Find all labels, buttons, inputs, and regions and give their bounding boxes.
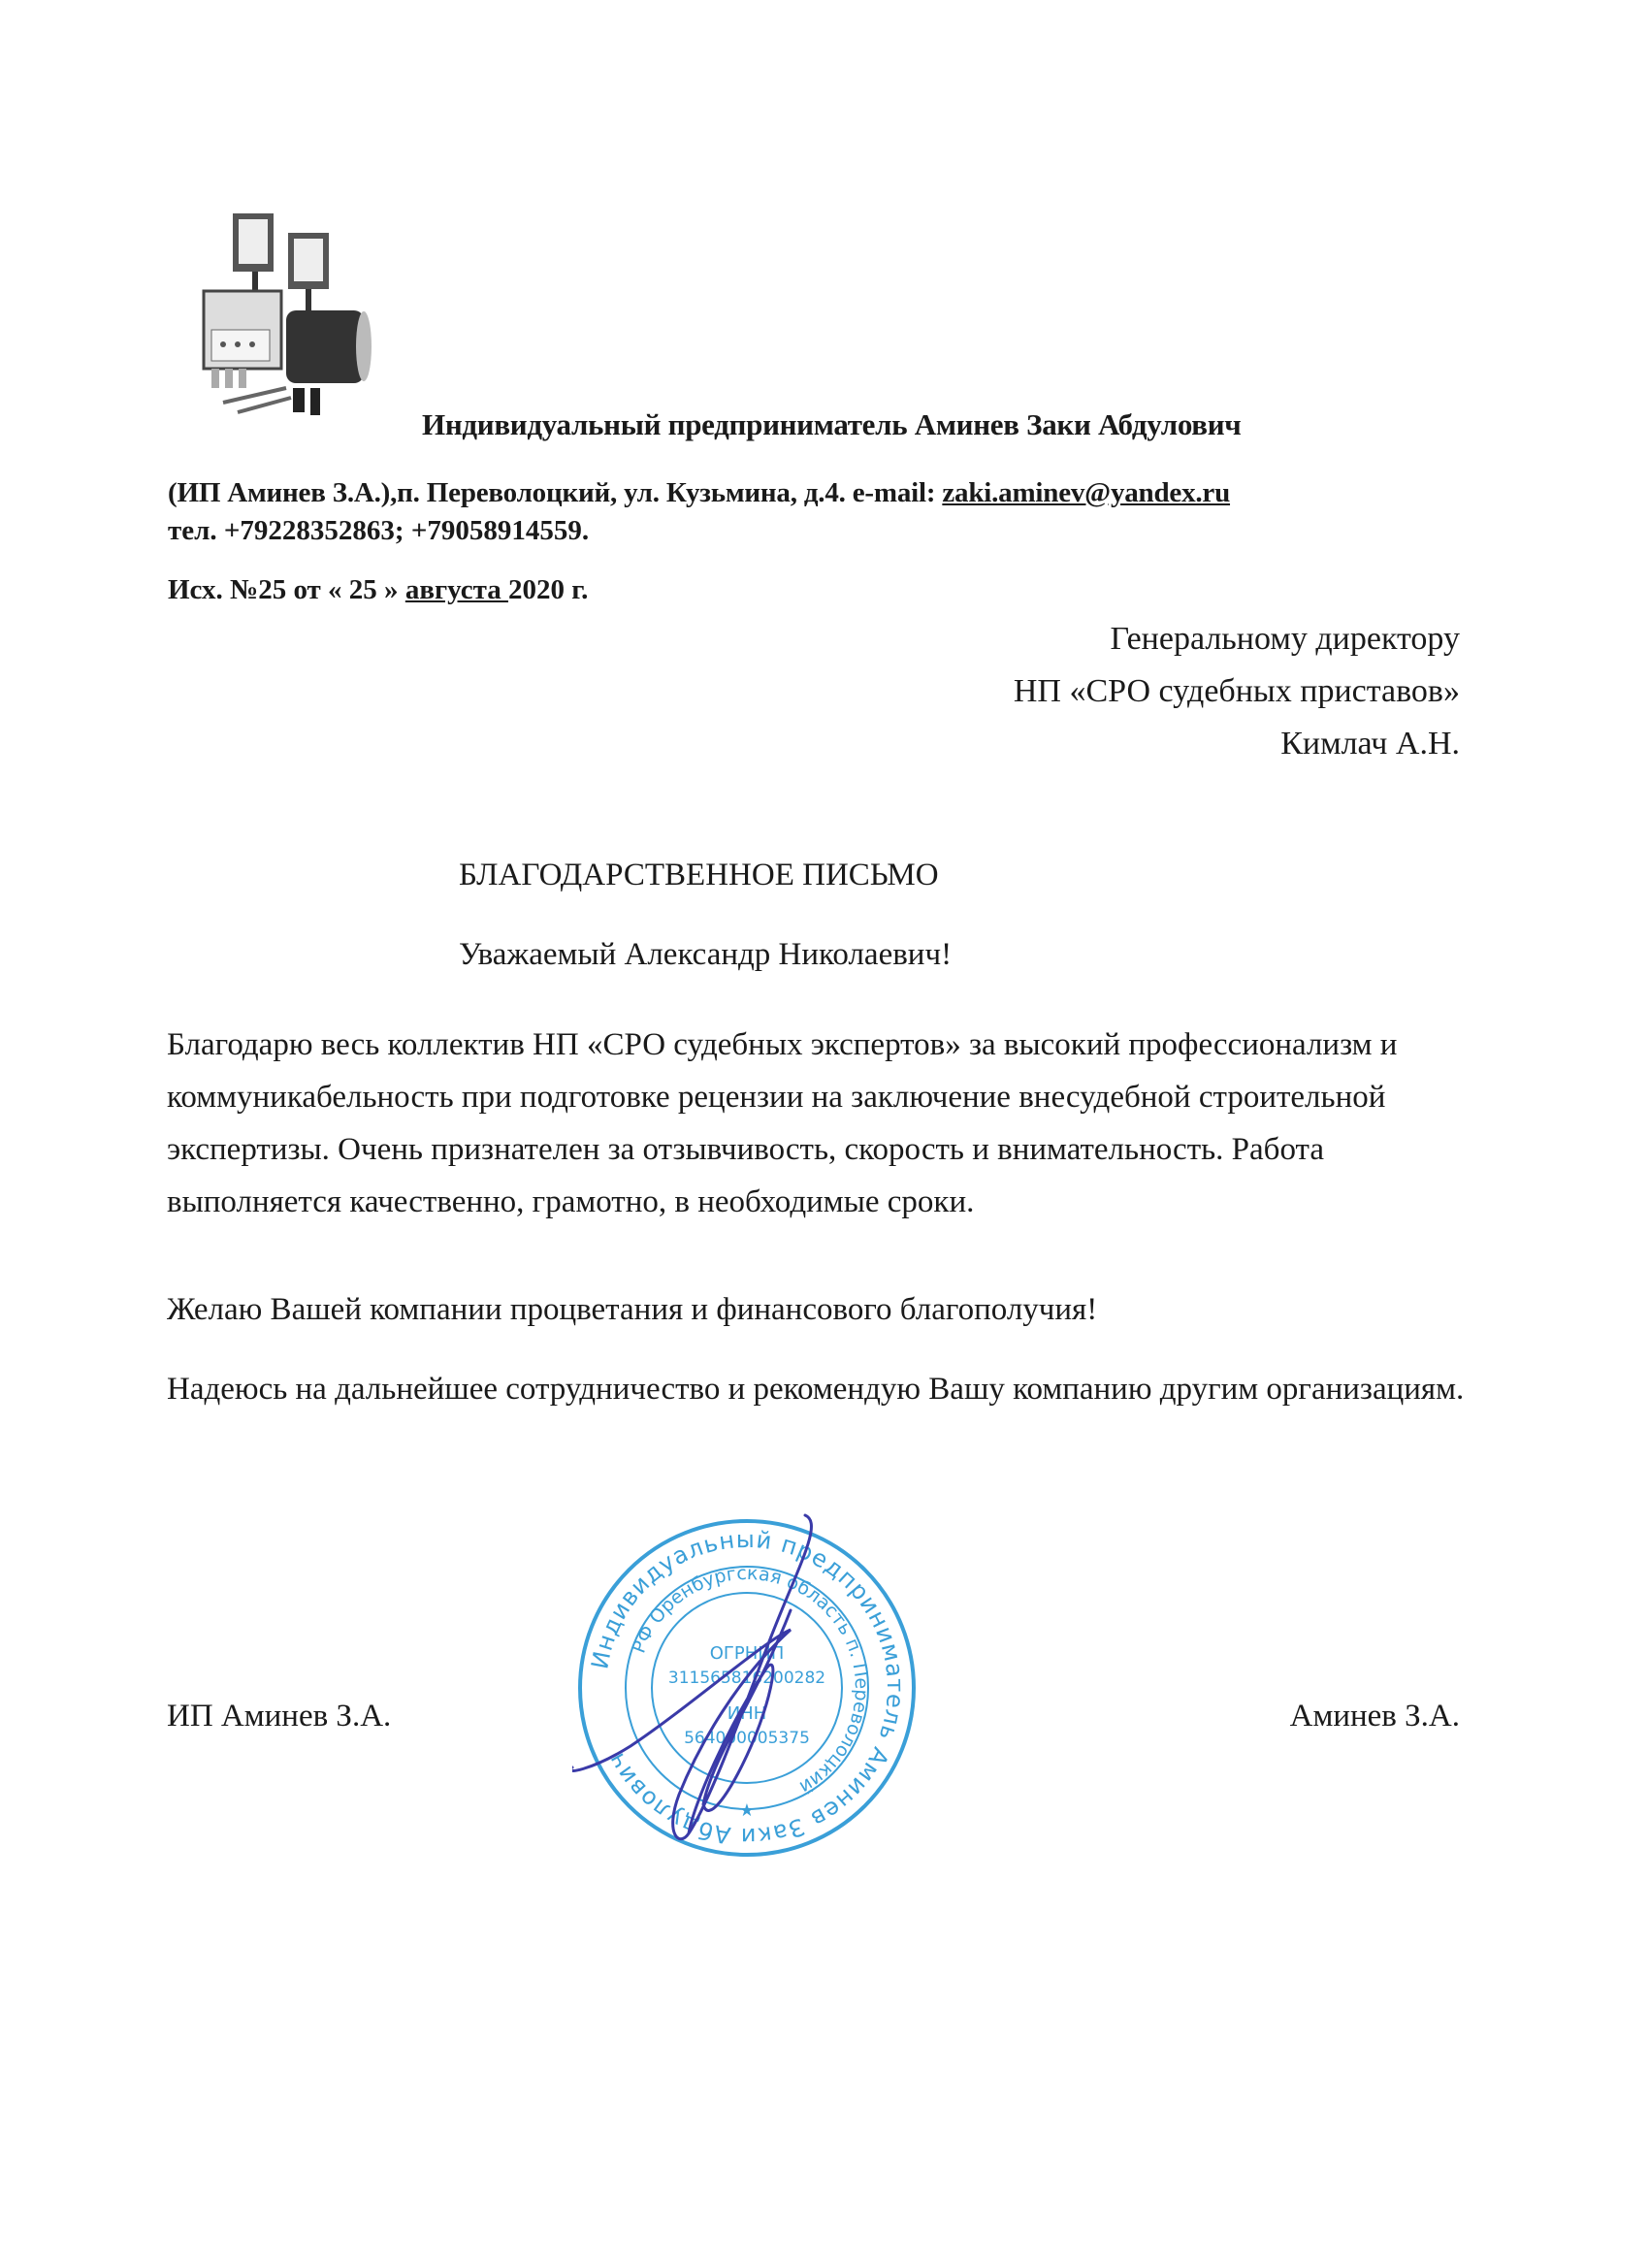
svg-text:РФ Оренбургская область п. Пер: РФ Оренбургская область п. Переволоцкий xyxy=(628,1562,873,1798)
contact-line-phones: тел. +79228352863; +79058914559. xyxy=(168,515,590,546)
addressee-name: Кимлач А.Н. xyxy=(1280,726,1460,761)
svg-text:ИНН: ИНН xyxy=(727,1703,767,1724)
heat-meter-equipment-icon xyxy=(194,213,427,417)
letter-paragraph: Благодарю весь коллектив НП «СРО судебных экспертов» за высокий профессионализм и коммуникабельность при подготовке рецензии на заключение внесудебной строительной экспертизы. Очень признателен за отзывчивость, скорость и внимательность. Работа выполняется качественно, грамотно, в необходимые сроки. xyxy=(167,1027,1398,1219)
outgoing-month: августа xyxy=(404,574,508,605)
email-link[interactable]: zaki.aminev@yandex.ru xyxy=(942,477,1231,508)
svg-text:Индивидуальный предприниматель: Индивидуальный предприниматель Аминев Заки Абдулович xyxy=(586,1525,910,1851)
company-logo xyxy=(194,213,427,417)
stamp-seal-icon xyxy=(572,1513,922,1863)
outgoing-year: 2020 г. xyxy=(507,574,589,605)
address-text: (ИП Аминев З.А.),п. Переволоцкий, ул. Кузьмина, д.4. e-mail: xyxy=(168,477,943,508)
svg-text:564000005375: 564000005375 xyxy=(684,1729,810,1748)
contact-line-address xyxy=(168,477,1230,509)
org-name: Индивидуальный предприниматель Аминев Заки Абдулович xyxy=(422,407,1242,441)
letter-paragraph: Надеюсь на дальнейшее сотрудничество и рекомендую Вашу компанию другим организациям. xyxy=(167,1372,1465,1407)
addressee-organization: НП «СРО судебных приставов» xyxy=(1013,673,1460,709)
svg-text:311565816200282: 311565816200282 xyxy=(667,1669,826,1688)
signatory-org: ИП Аминев З.А. xyxy=(167,1699,392,1733)
signatory-name: Аминев З.А. xyxy=(1289,1699,1460,1733)
letter-title: БЛАГОДАРСТВЕННОЕ ПИСЬМО xyxy=(459,858,939,892)
svg-text:★: ★ xyxy=(738,1800,756,1821)
addressee-position: Генеральному директору xyxy=(1110,621,1460,657)
outgoing-number xyxy=(168,574,588,606)
addressee-block xyxy=(1014,613,1460,770)
svg-text:ОГРНИП: ОГРНИП xyxy=(709,1643,785,1664)
official-stamp xyxy=(572,1513,922,1863)
letter-salutation: Уважаемый Александр Николаевич! xyxy=(459,937,953,972)
outgoing-prefix: Исх. №25 от « 25 » xyxy=(168,574,405,605)
letter-paragraph: Желаю Вашей компании процветания и финансового благополучия! xyxy=(167,1292,1098,1327)
